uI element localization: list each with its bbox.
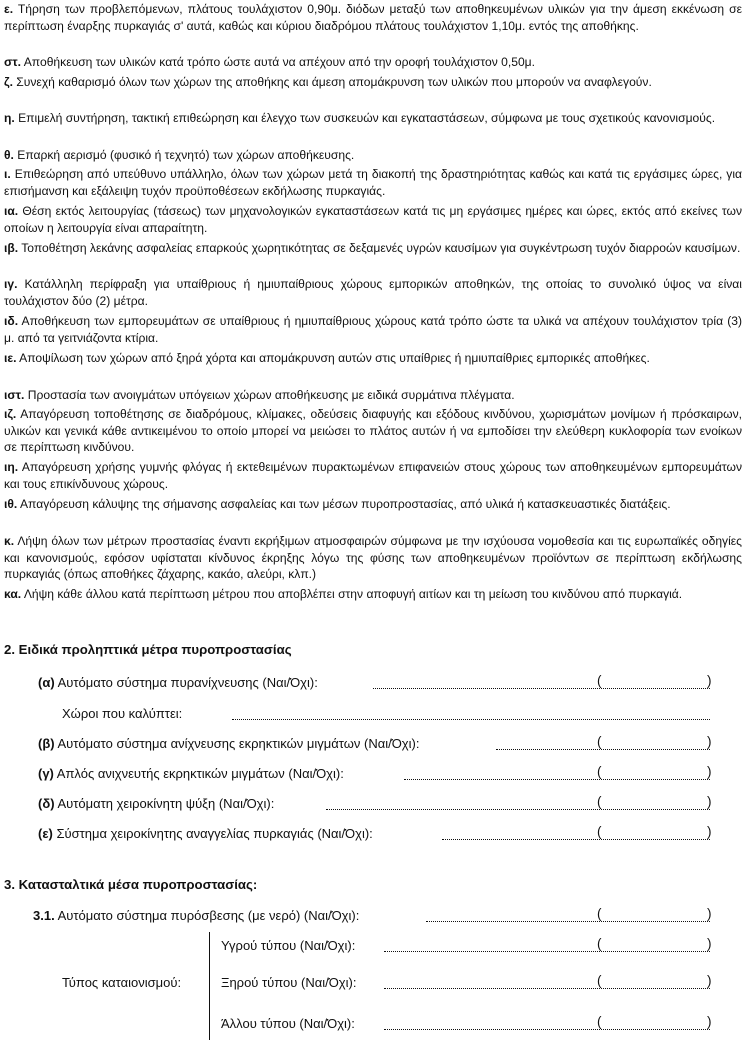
item-mark: ιστ.	[4, 388, 25, 402]
form-row-manual-cooling	[38, 796, 274, 812]
form-row-covered-areas	[62, 706, 182, 722]
manual-alarm-answer-field[interactable]	[442, 839, 710, 840]
open-paren: (	[597, 1014, 602, 1029]
measure-epsilon	[4, 1, 742, 34]
field-label: Αυτόματο σύστημα πυρόσβεσης (με νερό) (Ναι/Όχι):	[54, 908, 360, 923]
item-text: Προστασία των ανοιγμάτων υπόγειων χώρων αποθήκευσης με ειδικά συρμάτινα πλέγματα.	[24, 388, 515, 402]
field-label: Υγρού τύπου (Ναι/Όχι):	[221, 938, 356, 953]
item-mark: ζ.	[4, 75, 13, 89]
item-mark: (δ)	[38, 796, 55, 811]
close-paren: )	[707, 734, 712, 749]
item-mark: (γ)	[38, 766, 54, 781]
measure-zeta	[4, 74, 742, 91]
field-label: Απλός ανιχνευτής εκρηκτικών μιγμάτων (Ναι/Όχι):	[56, 766, 344, 781]
item-text: Τοποθέτηση λεκάνης ασφαλείας επαρκούς χωρητικότητας σε δεξαμενές υγρών καυσίμων για συγκέντρωση τυχόν διαρροών καυσίμων.	[18, 241, 741, 255]
sprinkler-answer-field[interactable]	[426, 921, 710, 922]
sprinkler-type-label	[62, 975, 181, 991]
item-text: Θέση εκτός λειτουργίας (τάσεως) των μηχανολογικών εγκαταστάσεων κατά τις μη εργάσιμες ημέρες και ώρες, εκτός από εκείνες των οποίων η λειτουργία είναι απαραίτητη.	[4, 204, 742, 235]
item-mark: ιε.	[4, 351, 17, 365]
close-paren: )	[707, 973, 712, 988]
form-row-dry-type	[221, 975, 356, 991]
close-paren: )	[707, 1014, 712, 1029]
form-row-explosive-detection	[38, 736, 419, 752]
form-row-simple-detector	[38, 766, 344, 782]
item-text: Απαγόρευση κάλυψης της σήμανσης ασφαλείας και των μέσων πυροπροστασίας, από υλικά ή κατασκευαστικές διατάξεις.	[17, 497, 671, 511]
bracket-divider	[209, 932, 210, 1040]
open-paren: (	[597, 906, 602, 921]
field-label: Άλλου τύπου (Ναι/Όχι):	[221, 1016, 355, 1031]
fire-detection-answer-field[interactable]	[373, 688, 710, 689]
item-text: Συνεχή καθαρισμό όλων των χώρων της αποθήκης και άμεση απομάκρυνση των υλικών που μπορούν να αναφλεγούν.	[12, 75, 652, 89]
measure-ka	[4, 586, 742, 603]
field-label: Αυτόματο σύστημα πυρανίχνευσης (Ναι/Όχι):	[57, 675, 318, 690]
item-mark: ια.	[4, 204, 19, 218]
item-mark: ιζ.	[4, 407, 17, 421]
measure-iz	[4, 406, 742, 456]
measure-ia	[4, 203, 742, 236]
close-paren: )	[707, 824, 712, 839]
measure-ist	[4, 387, 742, 404]
item-mark: 3.1.	[33, 908, 55, 923]
item-mark: κα.	[4, 587, 22, 601]
measure-eta	[4, 110, 742, 127]
item-text: Λήψη όλων των μέτρων προστασίας έναντι εκρήξιμων ατμοσφαιρών σύμφωνα με την ισχύουσα νομοθεσία και τις ευρωπαϊκές οδηγίες και κανονισμούς, εφόσον υφίσταται κίνδυνος έκρηξης λόγω της φύσης των αποθηκευμένων προϊόντων σε περίπτωση εκδήλωσης πυρκαγιάς (όπως αποθήκες ζάχαρης, κακάο, αλεύρι, κλπ.)	[4, 534, 742, 581]
item-text: Απαγόρευση χρήσης γυμνής φλόγας ή εκτεθειμένων πυρακτωμένων επιφανειών στους χώρους των αποθηκευμένων εμπορευμάτων και τους επικίνδυνους χώρους.	[4, 460, 742, 491]
dry-type-answer-field[interactable]	[384, 988, 710, 989]
explosive-detection-answer-field[interactable]	[496, 749, 710, 750]
item-text: Αποψίλωση των χώρων από ξηρά χόρτα και απομάκρυνση αυτών στις υπαίθριες ή ημιυπαίθριες εμπορικές αποθήκες.	[16, 351, 650, 365]
measure-ith	[4, 496, 742, 513]
measure-ie	[4, 350, 742, 367]
item-mark: κ.	[4, 534, 15, 548]
close-paren: )	[707, 794, 712, 809]
covered-areas-field[interactable]	[232, 719, 710, 720]
item-mark: ιθ.	[4, 497, 18, 511]
field-label: Αυτόματο σύστημα ανίχνευσης εκρηκτικών μιγμάτων (Ναι/Όχι):	[57, 736, 420, 751]
other-type-answer-field[interactable]	[384, 1029, 710, 1030]
field-label: Αυτόματη χειροκίνητη ψύξη (Ναι/Όχι):	[57, 796, 275, 811]
field-label: Ξηρού τύπου (Ναι/Όχι):	[221, 975, 357, 990]
item-mark: ιγ.	[4, 277, 18, 291]
item-text: Αποθήκευση των υλικών κατά τρόπο ώστε αυτά να απέχουν από την οροφή τουλάχιστον 0,50μ.	[21, 55, 536, 69]
item-mark: (ε)	[38, 826, 53, 841]
form-row-wet-type	[221, 938, 355, 954]
open-paren: (	[597, 734, 602, 749]
section3-heading: 3. Κατασταλτικά μέσα πυροπροστασίας:	[4, 877, 258, 892]
item-mark: στ.	[4, 55, 22, 69]
open-paren: (	[597, 824, 602, 839]
item-text: Επιθεώρηση από υπεύθυνο υπάλληλο, όλων των χώρων μετά τη διακοπή της δραστηριότητας καθώς και κατά τις εργάσιμες ώρες, για επισήμανση και εξάλειψη τυχόν προϋποθέσεων εκδήλωσης πυρκαγιάς.	[4, 167, 742, 198]
wet-type-answer-field[interactable]	[384, 951, 710, 952]
open-paren: (	[597, 973, 602, 988]
item-mark: ιη.	[4, 460, 19, 474]
item-mark: ιβ.	[4, 241, 19, 255]
measure-ib	[4, 240, 742, 257]
item-text: Τήρηση των προβλεπόμενων, πλάτους τουλάχιστον 0,90μ. διόδων μεταξύ των αποθηκευμένων υλικών για την άμεση εκκένωση σε περίπτωση έναρξης πυρκαγιάς σ' αυτά, καθώς και κύριου διαδρόμου πλάτους τουλάχιστον 1,10μ. εντός της αποθήκης.	[4, 2, 742, 33]
simple-detector-answer-field[interactable]	[404, 779, 710, 780]
field-label: Σύστημα χειροκίνητης αναγγελίας πυρκαγιάς (Ναι/Όχι):	[56, 826, 373, 841]
measure-st	[4, 54, 742, 71]
close-paren: )	[707, 764, 712, 779]
item-text: Κατάλληλη περίφραξη για υπαίθριους ή ημιυπαίθριους χώρους εμπορικών αποθηκών, της οποίας το συνολικό ύψος να είναι τουλάχιστον δύο (2) μέτρα.	[4, 277, 742, 308]
open-paren: (	[597, 936, 602, 951]
manual-cooling-answer-field[interactable]	[326, 809, 710, 810]
item-mark: θ.	[4, 148, 14, 162]
form-row-fire-detection	[38, 675, 318, 691]
item-text: Απαγόρευση τοποθέτησης σε διαδρόμους, κλίμακες, οδεύσεις διαφυγής και εξόδους κινδύνου, χωρισμάτων μονίμων ή πρόσκαιρων, υλικών και γενικά κάθε αντικειμένου το οποίο μπορεί να μειώσει το πλάτος αυτών ή να εμποδίσει την ελεύθερη κυκλοφορία των ενοίκων σε περίπτωση κινδύνου.	[4, 407, 742, 454]
close-paren: )	[707, 673, 712, 688]
item-mark: ι.	[4, 167, 11, 181]
open-paren: (	[597, 794, 602, 809]
close-paren: )	[707, 906, 712, 921]
open-paren: (	[597, 764, 602, 779]
form-row-other-type	[221, 1016, 355, 1032]
measure-k	[4, 533, 742, 583]
measure-ig	[4, 276, 742, 309]
close-paren: )	[707, 936, 712, 951]
item-mark: ιδ.	[4, 314, 19, 328]
item-text: Επιμελή συντήρηση, τακτική επιθεώρηση και έλεγχο των συσκευών και εγκαταστάσεων, σύμφωνα με τους σχετικούς κανονισμούς.	[14, 111, 716, 125]
field-label: Τύπος καταιονισμού:	[62, 975, 182, 990]
measure-id	[4, 313, 742, 346]
item-mark: (α)	[38, 675, 55, 690]
item-text: Αποθήκευση των εμπορευμάτων σε υπαίθριους ή ημιυπαίθριους χώρους κατά τρόπο ώστε τα υλικά να απέχουν τουλάχιστον τρία (3) μ. από τα γειτνιάζοντα κτίρια.	[4, 314, 742, 345]
form-row-sprinkler-system	[33, 908, 359, 924]
measure-iota	[4, 166, 742, 199]
measure-theta	[4, 147, 742, 164]
item-text: Λήψη κάθε άλλου κατά περίπτωση μέτρου που αποβλέπει στην αποφυγή αιτίων και τη μείωση του κινδύνου από πυρκαγιά.	[21, 587, 683, 601]
item-mark: (β)	[38, 736, 55, 751]
item-mark: η.	[4, 111, 15, 125]
item-text: Επαρκή αερισμό (φυσικό ή τεχνητό) των χώρων αποθήκευσης.	[13, 148, 355, 162]
field-label: Χώροι που καλύπτει:	[62, 706, 183, 721]
form-row-manual-alarm	[38, 826, 373, 842]
item-mark: ε.	[4, 2, 14, 16]
open-paren: (	[597, 673, 602, 688]
measure-ih	[4, 459, 742, 492]
section2-heading: 2. Ειδικά προληπτικά μέτρα πυροπροστασίας	[4, 642, 292, 657]
